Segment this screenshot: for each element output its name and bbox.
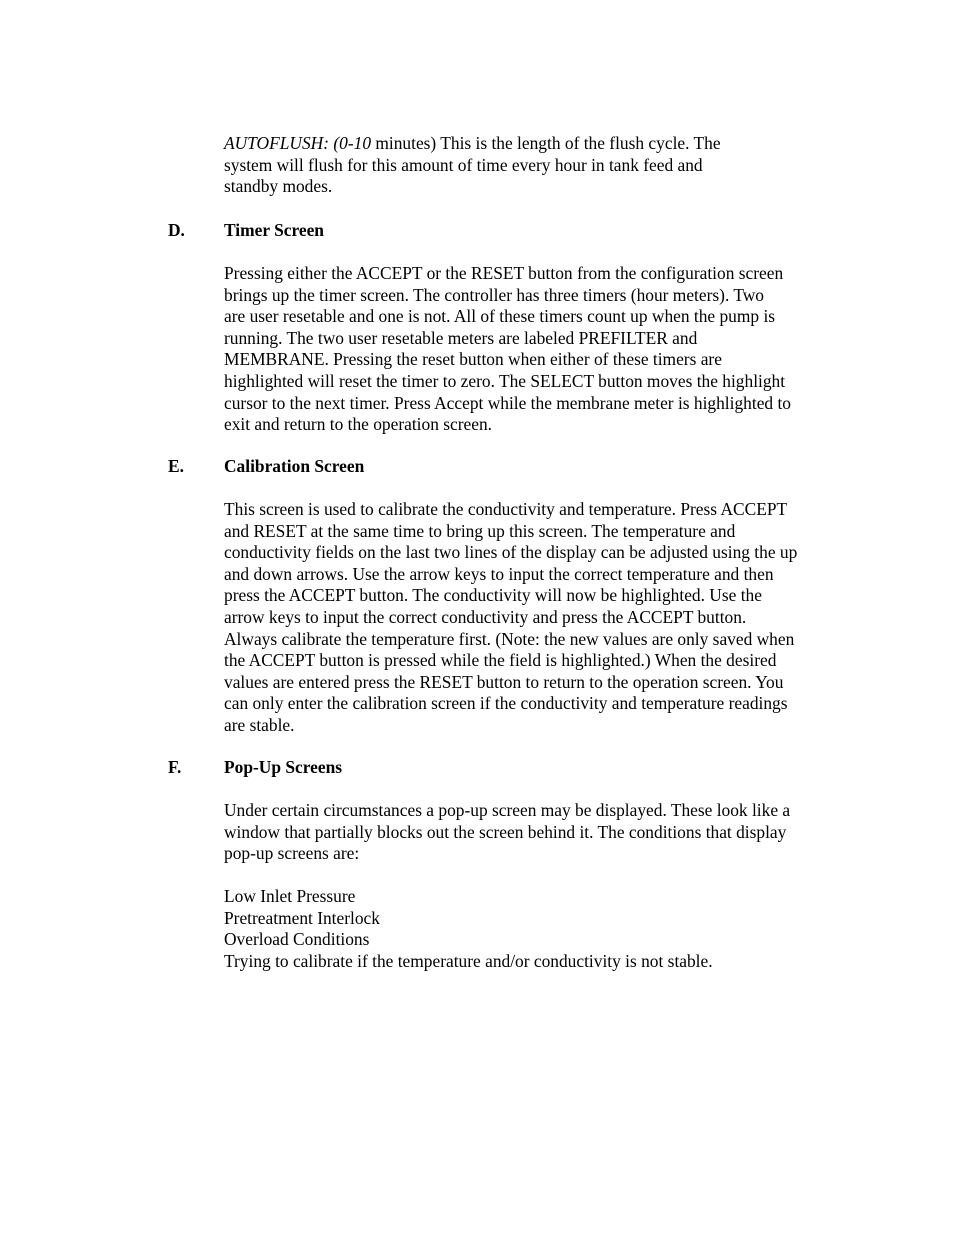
autoflush-text: minutes) This is the length of the flush cycle. The xyxy=(371,133,721,153)
section-e-line: values are entered press the RESET button to return to the operation screen. You xyxy=(224,671,784,692)
section-e-line: conductivity fields on the last two lines of the display can be adjusted using the up xyxy=(224,542,798,563)
section-d-line: running. The two user resetable meters are labeled PREFILTER and xyxy=(224,327,698,348)
section-f-letter: F. xyxy=(168,757,182,777)
section-e-line: Always calibrate the temperature first. (Note: the new values are only saved when xyxy=(224,628,795,649)
section-f-line: pop-up screens are: xyxy=(224,843,360,864)
section-e-line: and RESET at the same time to bring up this screen. The temperature and xyxy=(224,520,736,541)
section-d-line: cursor to the next timer. Press Accept while the membrane meter is highlighted to xyxy=(224,392,791,413)
autoflush-line-2: system will flush for this amount of time every hour in tank feed and xyxy=(224,154,703,175)
section-e-title: Calibration Screen xyxy=(224,456,365,476)
autoflush-line-3: standby modes. xyxy=(224,176,333,197)
section-d-line: are user resetable and one is not. All of these timers count up when the pump is xyxy=(224,306,776,327)
section-d-line: MEMBRANE. Pressing the reset button when either of these timers are xyxy=(224,349,722,370)
section-f-line: Under certain circumstances a pop-up screen may be displayed. These look like a xyxy=(224,800,791,820)
section-f-line: window that partially blocks out the screen behind it. The conditions that display xyxy=(224,821,787,842)
section-e-line: This screen is used to calibrate the conductivity and temperature. Press ACCEPT xyxy=(224,499,788,519)
section-d-line: highlighted will reset the timer to zero. The SELECT button moves the highlight xyxy=(224,370,786,391)
section-f-title: Pop-Up Screens xyxy=(224,757,343,777)
section-f-heading xyxy=(168,757,342,779)
list-item: Pretreatment Interlock xyxy=(224,907,380,928)
section-e-line: can only enter the calibration screen if the conductivity and temperature readings xyxy=(224,693,788,714)
section-e-heading xyxy=(168,456,364,478)
section-d-paragraph xyxy=(224,263,849,436)
section-d-heading xyxy=(168,220,324,242)
popup-conditions-list xyxy=(224,886,849,972)
section-d-line: Pressing either the ACCEPT or the RESET button from the configuration screen xyxy=(224,263,784,283)
section-e-line: arrow keys to input the correct conductivity and press the ACCEPT button. xyxy=(224,606,747,627)
section-e-paragraph xyxy=(224,499,849,737)
section-e-line: press the ACCEPT button. The conductivity will now be highlighted. Use the xyxy=(224,585,762,606)
section-e-line: the ACCEPT button is pressed while the field is highlighted.) When the desired xyxy=(224,650,777,671)
section-e-line: and down arrows. Use the arrow keys to input the correct temperature and then xyxy=(224,563,774,584)
section-e-line: are stable. xyxy=(224,714,295,735)
autoflush-term: AUTOFLUSH: (0-10 xyxy=(224,133,372,153)
section-d-line: exit and return to the operation screen. xyxy=(224,414,493,435)
section-d-letter: D. xyxy=(168,220,185,240)
list-item: Overload Conditions xyxy=(224,929,370,950)
section-f-paragraph xyxy=(224,800,849,865)
autoflush-line-1 xyxy=(224,133,849,155)
list-item: Trying to calibrate if the temperature and/or conductivity is not stable. xyxy=(224,950,713,971)
autoflush-paragraph xyxy=(224,133,849,198)
section-d-title: Timer Screen xyxy=(224,220,324,240)
list-item: Low Inlet Pressure xyxy=(224,886,356,906)
section-d-line: brings up the timer screen. The controller has three timers (hour meters). Two xyxy=(224,284,764,305)
section-e-letter: E. xyxy=(168,456,184,476)
